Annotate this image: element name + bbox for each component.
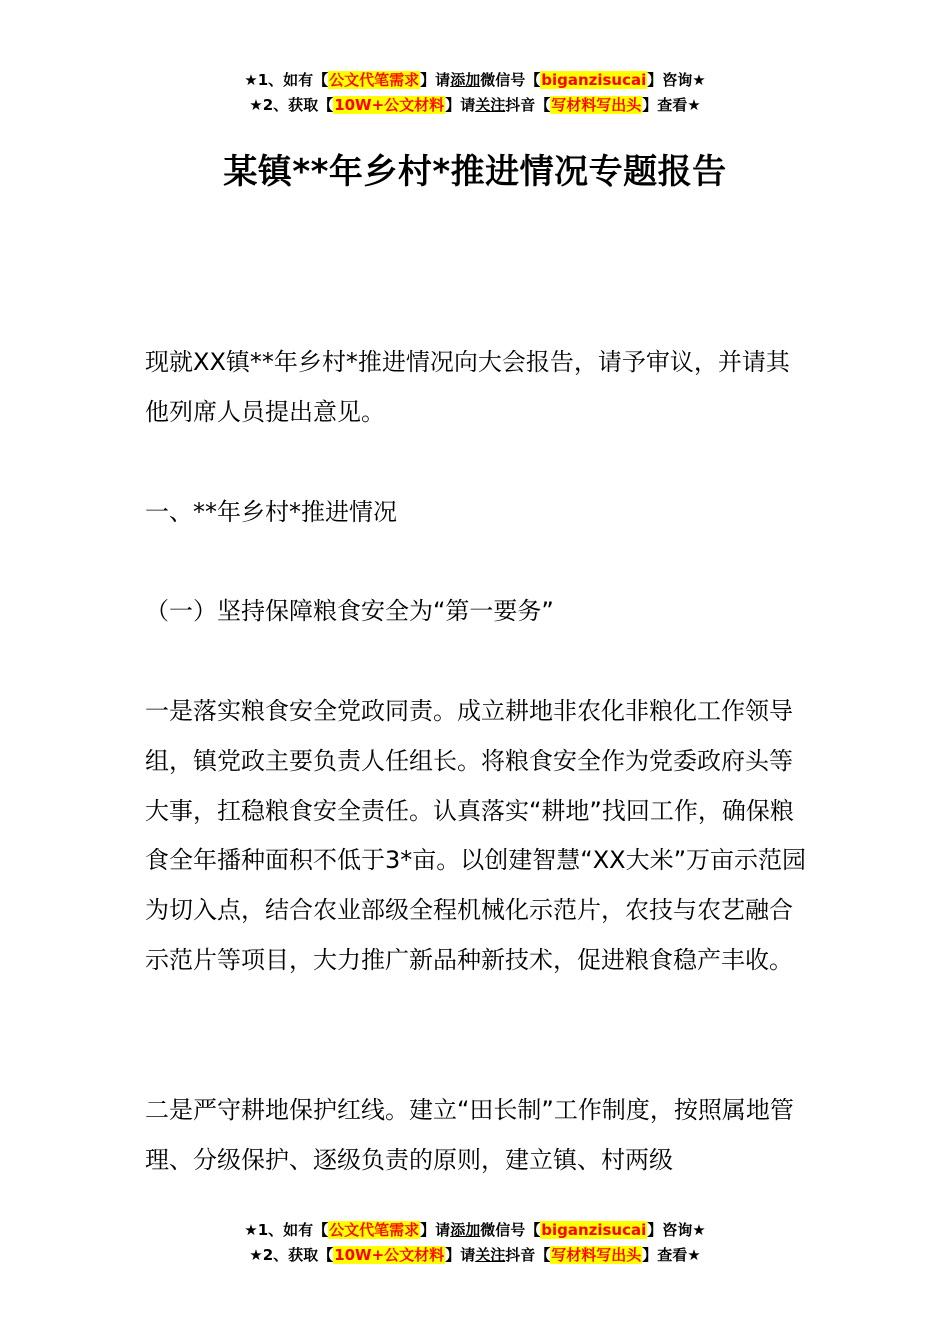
banner-highlight: 公文代笔需求 xyxy=(329,1221,420,1239)
banner-text: 】查看★ xyxy=(642,96,701,114)
banner-text: 抖音【 xyxy=(505,1246,551,1264)
document-title: 某镇**年乡村*推进情况专题报告 xyxy=(223,152,727,192)
banner-highlight: 写材料写出头 xyxy=(551,96,642,114)
banner-text: 抖音【 xyxy=(505,96,551,114)
banner-highlight: 10W+公文材料 xyxy=(334,1246,445,1264)
banner-line-2 xyxy=(0,1243,950,1268)
banner-underline-text: 关注 xyxy=(475,96,506,114)
banner-text: 】请 xyxy=(420,71,451,89)
banner-line-1 xyxy=(0,68,950,93)
banner-text: ★2、获取【 xyxy=(249,96,334,114)
section-heading: 一、**年乡村*推进情况 xyxy=(145,498,397,526)
banner-text: 】请 xyxy=(420,1221,451,1239)
banner-underline-text: 添加 xyxy=(450,71,481,89)
banner-highlight: 写材料写出头 xyxy=(551,1246,642,1264)
banner-highlight: biganzisucai xyxy=(541,71,647,89)
banner-text: ★2、获取【 xyxy=(249,1246,334,1264)
footer-banner xyxy=(0,1218,950,1268)
banner-highlight: biganzisucai xyxy=(541,1221,647,1239)
banner-line-2 xyxy=(0,93,950,118)
banner-text: 】请 xyxy=(445,96,476,114)
banner-text: 】查看★ xyxy=(642,1246,701,1264)
intro-paragraph: 现就XX镇**年乡村*推进情况向大会报告，请予审议，并请其他列席人员提出意见。 xyxy=(145,348,790,426)
subsection-heading: （一）坚持保障粮食安全为“第一要务” xyxy=(145,597,554,625)
banner-underline-text: 添加 xyxy=(450,1221,481,1239)
banner-line-1 xyxy=(0,1218,950,1243)
paragraph-point-two: 二是严守耕地保护红线。建立“田长制”工作制度，按照属地管理、分级保护、逐级负责的原则，建立镇、村两级 xyxy=(145,1096,794,1174)
banner-highlight: 公文代笔需求 xyxy=(329,71,420,89)
banner-highlight: 10W+公文材料 xyxy=(334,96,445,114)
banner-text: 】请 xyxy=(445,1246,476,1264)
paragraph-point-one: 一是落实粮食安全党政同责。成立耕地非农化非粮化工作领导组，镇党政主要负责人任组长。将粮食安全作为党委政府头等大事，扛稳粮食安全责任。认真落实“耕地”找回工作，确保粮食全年播种面积不低于3*亩。以创建智慧“XX大米”万亩示范园为切入点，结合农业部级全程机械化示范片，农技与农艺融合示范片等项目，大力推广新品种新技术，促进粮食稳产丰收。 xyxy=(145,697,807,974)
banner-text: ★1、如有【 xyxy=(244,71,329,89)
banner-text: ★1、如有【 xyxy=(244,1221,329,1239)
banner-text: 微信号【 xyxy=(480,71,541,89)
banner-text: 】咨询★ xyxy=(647,1221,706,1239)
banner-text: 】咨询★ xyxy=(647,71,706,89)
banner-underline-text: 关注 xyxy=(475,1246,506,1264)
header-banner xyxy=(0,68,950,118)
banner-text: 微信号【 xyxy=(480,1221,541,1239)
